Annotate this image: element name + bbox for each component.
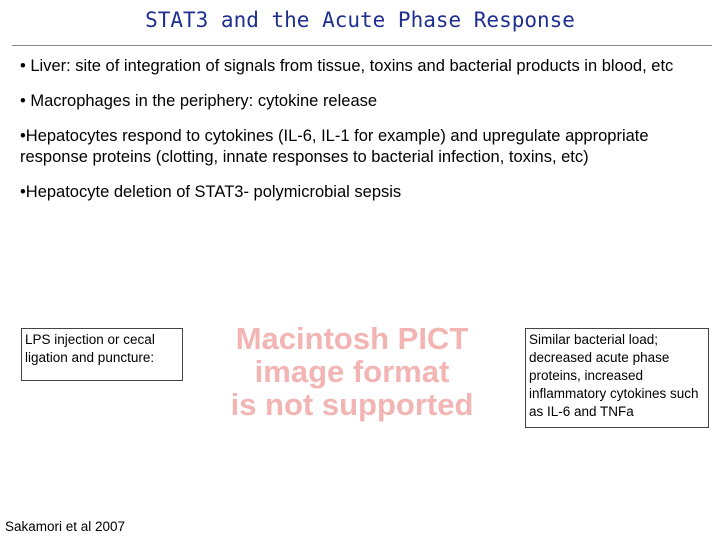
bullet-list (20, 56, 715, 217)
title-divider (12, 45, 712, 46)
slide-title: STAT3 and the Acute Phase Response (145, 8, 575, 32)
bullet-macrophages: • Macrophages in the periphery: cytokine release (20, 92, 378, 110)
citation: Sakamori et al 2007 (5, 519, 126, 534)
bullet-liver: • Liver: site of integration of signals from tissue, toxins and bacterial products in blood, etc (20, 57, 674, 75)
bullet-stat3-deletion: •Hepatocyte deletion of STAT3- polymicrobial sepsis (20, 183, 402, 201)
bullet-hepatocytes: •Hepatocytes respond to cytokines (IL-6, IL-1 for example) and upregulate appropriate response proteins (clotting, innate responses to bacterial infection, toxins, etc) (20, 127, 649, 166)
placeholder-line: Macintosh PICT (235, 321, 469, 356)
result-text-box: Similar bacterial load; decreased acute phase proteins, increased inflammatory cytokines such as IL-6 and TNFa (525, 328, 709, 428)
placeholder-line: image format (254, 354, 450, 389)
unsupported-image-placeholder (196, 322, 508, 428)
placeholder-line: is not supported (230, 387, 474, 422)
experiment-text-box: LPS injection or cecal ligation and puncture: (21, 328, 183, 381)
